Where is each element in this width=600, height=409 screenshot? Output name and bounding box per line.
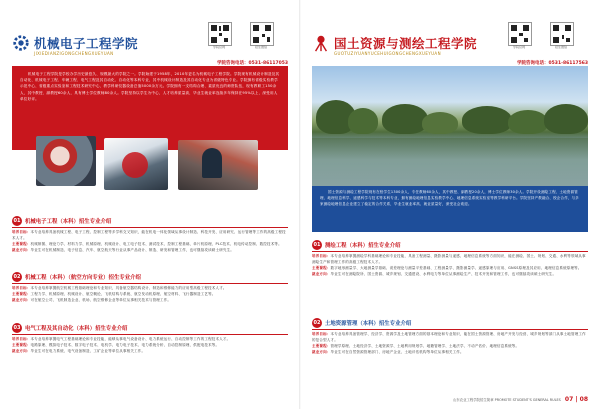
footer-text-en: PROMOTE STUDENT'S GENERAL RULES <box>494 398 561 402</box>
program-section <box>12 323 288 355</box>
section-paragraph: 就业方向：毕业生可在测绘院所、国土资源、城乡规划、交通建设、水利电力等单位从事测绘生产、技术开发和管理工作，也可继续攻读硕士研究生。 <box>312 271 557 276</box>
program-section <box>12 216 288 254</box>
section-number: 01 <box>13 218 21 224</box>
section-paragraph: 主要课程：机械制图、理论力学、材料力学、机械原理、机械设计、电工电子技术、测试技术、控制工程基础、单片机原理、PLC技术、机电传动控制、数控技术等。 <box>12 241 282 246</box>
page-footer <box>453 396 588 403</box>
section-title: 测绘工程（本科）招生专业介绍 <box>325 243 401 249</box>
page-numbers: 07 | 08 <box>564 396 588 403</box>
section-paragraph: 就业方向：毕业生可在自然资源管理部门、房地产企业、土地评估机构等单位从事相关工作。 <box>312 349 464 354</box>
lab-photo <box>104 138 168 190</box>
contact-phone: 学院咨询电话：0531-86117563 <box>517 61 588 66</box>
section-body <box>12 337 288 355</box>
lab-photo <box>178 140 258 190</box>
program-section <box>312 318 588 356</box>
surveying-logo-icon <box>312 34 330 52</box>
section-header <box>312 240 588 252</box>
section-paragraph: 培养目标：本专业培养掌握电气工程基础理论和专业技能，能够从事电气设备设计、电力系统运行、自动控制等工作的工程技术人才。 <box>12 337 231 341</box>
qr-label: 学院官网 <box>212 45 225 49</box>
page-title: 国土资源与测绘工程学院 <box>334 36 478 51</box>
section-paragraph: 就业方向：毕业生可在电力系统、电气设备制造、工矿企业等单位从事相关工作。 <box>12 348 146 353</box>
section-header <box>12 272 288 284</box>
section-header <box>12 216 288 228</box>
section-paragraph: 就业方向：毕业生可在机械制造、电子信息、汽车、航空航天等行业从事产品设计、制造、研发和管理工作，也可继续攻读硕士研究生。 <box>12 247 234 252</box>
program-section <box>312 240 588 278</box>
section-paragraph: 培养目标：本专业培养具备管理学、经济学、资源学及土地管理方面的基本理论和专业知识，能在国土资源管理、房地产开发与经营、城乡规划等部门从事土地管理工作的复合型人才。 <box>312 332 586 342</box>
page-title: 机械电子工程学院 <box>34 36 139 51</box>
section-body <box>312 332 588 355</box>
lab-photo <box>36 136 96 186</box>
qr-code-icon <box>250 22 274 46</box>
right-header <box>300 10 600 70</box>
qr-label: 招生微信 <box>554 45 567 49</box>
qr-label: 学院官网 <box>512 45 525 49</box>
section-number: 02 <box>313 320 321 326</box>
section-title: 机械电子工程（本科）招生专业介绍 <box>25 219 112 225</box>
section-paragraph: 培养目标：本专业培养具备机械工程、电子工程、控制工程等多学科交叉知识，能在机电一体化领域从事设计制造、科技开发、应用研究、运行管理等工作的高级工程技术人才。 <box>12 230 286 240</box>
section-number: 03 <box>13 325 21 331</box>
section-body <box>312 254 588 277</box>
section-header <box>12 323 288 335</box>
section-paragraph: 主要课程：电路原理、模拟电子技术、数字电子技术、电机学、电力电子技术、电力系统分析、自动控制原理、供配电技术等。 <box>12 342 220 347</box>
section-title: 电气工程及其自动化（本科）招生专业介绍 <box>25 326 128 332</box>
right-page <box>300 0 600 409</box>
left-header <box>0 10 300 70</box>
contact-phone: 学院咨询电话：0531-86117053 <box>217 61 288 66</box>
section-header <box>312 318 588 330</box>
gear-logo-icon <box>12 34 30 52</box>
photo-collage <box>12 130 288 206</box>
section-body <box>12 230 288 253</box>
page-subtitle: GUOTUZIYUANYUCEHUIGONGCHENGXUEYUAN <box>334 51 441 56</box>
intro-text: 国土资源与测绘工程学院现有在校学生1300余人，专任教师60余人，其中教授、副教授20余人，博士学位教师30余人。学院开设测绘工程、土地资源管理、地理信息科学、遥感科学与技术等本科专业，拥有测绘地理信息实验教学中心、地理信息系统实验室等教学科研平台。学院坚持产教融合、校企合作，与多家测绘地理信息企业建立了稳定的合作关系，毕业生就业率高、就业质量好，深受社会欢迎。 <box>320 190 579 206</box>
footer-text: 山东农业工程学院招生简章 <box>452 398 494 402</box>
section-paragraph: 培养目标：本专业培养掌握航空机械工程基础理论和专业知识，具备航空器结构设计、制造和维修能力的应用型高级工程技术人才。 <box>12 286 227 290</box>
section-title: 机械工程（本科）（航空方向专业）招生专业介绍 <box>25 275 141 281</box>
qr-code-icon <box>508 22 532 46</box>
section-paragraph: 就业方向：可在航空公司、飞机制造企业、机场、航空维修企业等单位从事相关技术与管理工作。 <box>12 297 172 302</box>
intro-text: 机械电子工程学院是学校办学历史最悠久、规模最大的学院之一。学院始建于1958年，2010年更名为机械电子工程学院。学院现有机械设计制造及其自动化、机械电子工程、车辆工程、电气工程及其自动化、自动化等本科专业，其中机械设计制造及其自动化专业为省级特色专业。学院拥有省级实验教学示范中心、省级重点实验室和工程技术研究中心，教学科研仪器设备总值5000余万元。学院拥有一支结构合理、素质优良的师资队伍，现有教职工150余人，其中教授、副教授60余人，具有博士学位教师80余人。学院坚持以学生为中心，人才培养质量高，毕业生就业率连续多年保持在95%以上，深受用人单位好评。 <box>20 72 280 101</box>
page-subtitle: JIXIEDIANZIGONGCHENGXUEYUAN <box>34 51 114 56</box>
intro-box <box>312 186 588 232</box>
section-paragraph: 主要课程：工程力学、机械原理、机械设计、航空概论、飞机结构与系统、航空发动机原理、航空材料、飞行器制造工艺等。 <box>12 291 216 296</box>
section-number: 01 <box>313 242 321 248</box>
section-paragraph: 主要课程：数字地形测量学、大地测量学基础、误差理论与测量平差基础、工程测量学、摄影测量学、遥感原理与应用、GNSS原理及其应用、地理信息系统原理等。 <box>312 265 582 270</box>
qr-label: 招生微信 <box>254 45 267 49</box>
section-paragraph: 主要课程：管理学原理、土地经济学、土地资源学、土地利用规划学、地籍管理学、土地法学、不动产估价、地理信息系统等。 <box>312 343 520 348</box>
section-number: 02 <box>13 274 21 280</box>
program-section <box>12 272 288 304</box>
section-title: 土地资源管理（本科）招生专业介绍 <box>325 321 412 327</box>
section-paragraph: 培养目标：本专业培养掌握测绘学科基础理论和专业技能，具备工程测量、摄影测量与遥感、地理信息系统等方面知识，能在测绘、国土、规划、交通、水利等领域从事测绘生产和管理工作的高级工程技术人才。 <box>312 254 586 264</box>
qr-code-icon <box>550 22 574 46</box>
section-body <box>12 286 288 304</box>
campus-lake-photo <box>312 66 588 186</box>
qr-code-icon <box>208 22 232 46</box>
